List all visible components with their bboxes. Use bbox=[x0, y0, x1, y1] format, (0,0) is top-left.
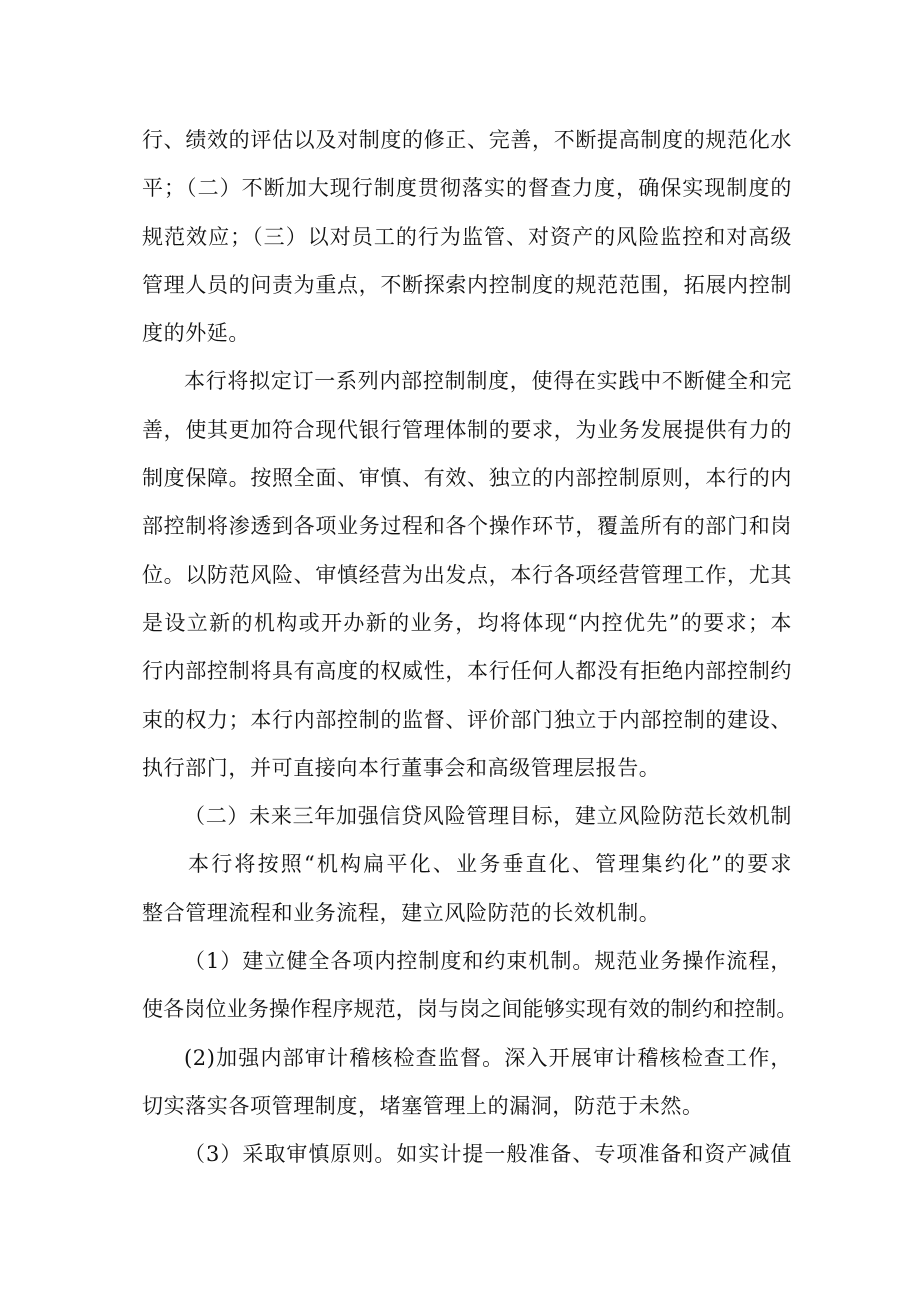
body-text bbox=[142, 116, 797, 1179]
text-line: 行内部控制将具有高度的权威性，本行任何人都没有拒绝内部控制约 bbox=[142, 659, 792, 684]
text-line: 束的权力；本行内部控制的监督、评价部门独立于内部控制的建设、 bbox=[142, 707, 792, 732]
section-heading: （二）未来三年加强信贷风险管理目标，建立风险防范长效机制 bbox=[184, 804, 792, 829]
text-line: 管理人员的问责为重点，不断探索内控制度的规范范围，拓展内控制 bbox=[142, 272, 792, 297]
text-line: 使各岗位业务操作程序规范，岗与岗之间能够实现有效的制约和控制。 bbox=[142, 997, 797, 1022]
text-line: 位。以防范风险、审慎经营为出发点，本行各项经营管理工作，尤其 bbox=[142, 562, 792, 587]
text-line: 平；（二）不断加大现行制度贯彻落实的督查力度，确保实现制度的 bbox=[142, 176, 792, 201]
text-line: （3）采取审慎原则。如实计提一般准备、专项准备和资产减值 bbox=[184, 1142, 792, 1167]
text-line: 度的外延。 bbox=[142, 321, 250, 346]
text-line: 执行部门，并可直接向本行董事会和高级管理层报告。 bbox=[142, 755, 661, 780]
text-line: （1）建立健全各项内控制度和约束机制。规范业务操作流程， bbox=[184, 949, 792, 974]
text-line: 行、绩效的评估以及对制度的修正、完善，不断提高制度的规范化水 bbox=[142, 128, 792, 152]
text-line: 部控制将渗透到各项业务过程和各个操作环节，覆盖所有的部门和岗 bbox=[142, 514, 792, 539]
text-line: (2)加强内部审计稽核检查监督。深入开展审计稽核检查工作， bbox=[184, 1045, 792, 1070]
text-line: 切实落实各项管理制度，堵塞管理上的漏洞，防范于未然。 bbox=[142, 1093, 704, 1118]
text-line: 是设立新的机构或开办新的业务，均将体现“内控优先”的要求；本 bbox=[142, 610, 792, 635]
text-line: 规范效应；（三）以对员工的行为监管、对资产的风险监控和对高级 bbox=[142, 224, 792, 249]
text-line: 整合管理流程和业务流程，建立风险防范的长效机制。 bbox=[142, 900, 661, 925]
text-line: 本行将拟定订一系列内部控制制度，使得在实践中不断健全和完 bbox=[184, 369, 792, 394]
text-line: 制度保障。按照全面、审慎、有效、独立的内部控制原则，本行的内 bbox=[142, 466, 792, 491]
text-line: 本行将按照“机构扁平化、业务垂直化、管理集约化”的要求 bbox=[188, 852, 792, 877]
text-line: 善，使其更加符合现代银行管理体制的要求，为业务发展提供有力的 bbox=[142, 417, 792, 442]
